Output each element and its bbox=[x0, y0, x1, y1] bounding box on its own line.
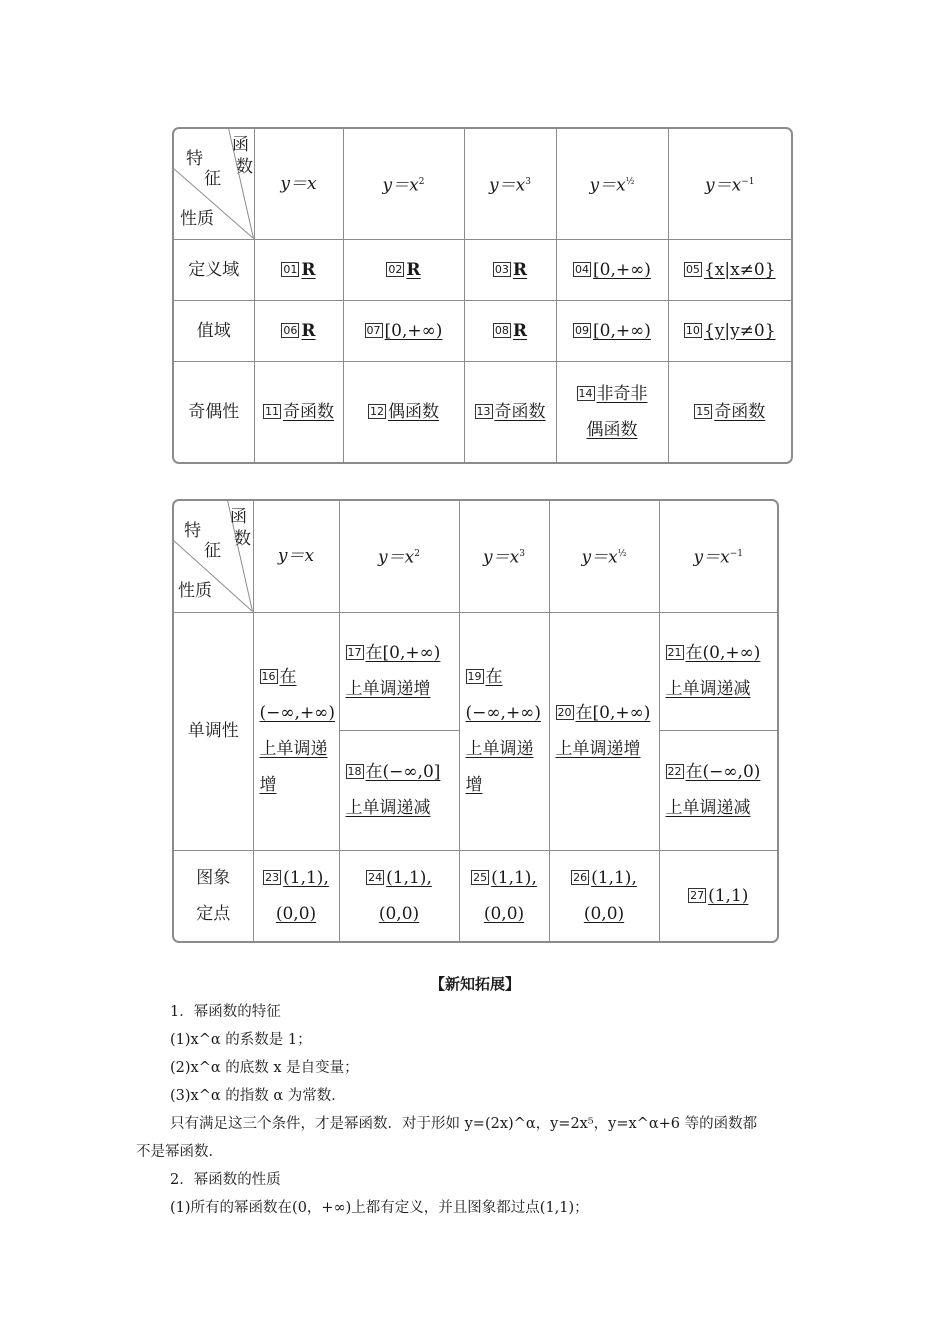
answer-cell: 09 [0,+∞) bbox=[556, 300, 668, 361]
header-te: 特 bbox=[184, 521, 201, 541]
subheading: 2．幂函数的性质 bbox=[170, 1172, 281, 1188]
answer-cell: 10 {y|y≠0} bbox=[668, 300, 791, 361]
func-header: $y=x^{-1}$ bbox=[659, 501, 777, 612]
text-line: (2)x^α 的底数 x 是自变量； bbox=[170, 1060, 359, 1076]
header-shu: 数 bbox=[234, 529, 251, 549]
answer-cell: 19 在(−∞,+∞)上单调递增 bbox=[459, 612, 549, 850]
header-xingzhi: 性质 bbox=[180, 209, 214, 229]
func-header: $y=x^3$ bbox=[464, 129, 556, 239]
header-xingzhi: 性质 bbox=[178, 581, 212, 601]
answer-cell: 01 R bbox=[254, 239, 343, 300]
section-title: 【新知拓展】 bbox=[429, 975, 520, 993]
func-header: y＝x bbox=[254, 129, 343, 239]
answer-cell: 25 (1,1),(0,0) bbox=[459, 850, 549, 941]
answer-cell: 20 在[0,+∞)上单调递增 bbox=[549, 612, 659, 850]
header-han: 函 bbox=[232, 135, 249, 155]
func-header: y＝x bbox=[253, 501, 339, 612]
header-shu: 数 bbox=[236, 157, 253, 177]
func-header: $y=x^{-1}$ bbox=[668, 129, 791, 239]
row-label: 定义域 bbox=[174, 239, 254, 300]
row-label: 单调性 bbox=[174, 612, 253, 850]
answer-cell: 17 在[0,+∞)上单调递增 bbox=[339, 612, 459, 730]
answer-cell: 05 {x|x≠0} bbox=[668, 239, 791, 300]
func-header: $y=x^{\frac{1}{2}}$ bbox=[556, 129, 668, 239]
paragraph: 只有满足这三个条件，才是幂函数．对于形如 y=(2x)^α，y=2x⁵，y=x^α+6 等的函数都 bbox=[170, 1116, 758, 1132]
answer-cell: 14 非奇非偶函数 bbox=[556, 361, 668, 462]
func-header: $y=x^2$ bbox=[339, 501, 459, 612]
answer-cell: 13 奇函数 bbox=[464, 361, 556, 462]
table-properties-1 bbox=[172, 127, 793, 464]
answer-cell: 24 (1,1),(0,0) bbox=[339, 850, 459, 941]
text-line: (3)x^α 的指数 α 为常数． bbox=[170, 1088, 346, 1104]
answer-cell: 12 偶函数 bbox=[343, 361, 464, 462]
answer-cell: 15 奇函数 bbox=[668, 361, 791, 462]
header-zheng: 征 bbox=[204, 541, 221, 561]
row-label: 奇偶性 bbox=[174, 361, 254, 462]
answer-cell: 04 [0,+∞) bbox=[556, 239, 668, 300]
text-line: (1)所有的幂函数在(0，+∞)上都有定义，并且图象都过点(1,1)； bbox=[170, 1200, 589, 1216]
table-properties-2 bbox=[172, 499, 779, 943]
answer-cell: 21 在(0,+∞)上单调递减 bbox=[659, 612, 777, 730]
answer-cell: 07 [0,+∞) bbox=[343, 300, 464, 361]
answer-cell: 23 (1,1),(0,0) bbox=[253, 850, 339, 941]
diagonal-header-cell bbox=[174, 129, 254, 239]
answer-cell: 08 R bbox=[464, 300, 556, 361]
header-han: 函 bbox=[230, 507, 247, 527]
answer-cell: 18 在(−∞,0]上单调递减 bbox=[339, 730, 459, 850]
answer-cell: 16 在(−∞,+∞)上单调递增 bbox=[253, 612, 339, 850]
row-label: 值域 bbox=[174, 300, 254, 361]
header-te: 特 bbox=[186, 149, 203, 169]
header-zheng: 征 bbox=[204, 169, 221, 189]
func-header: $y=x^3$ bbox=[459, 501, 549, 612]
paragraph-cont: 不是幂函数． bbox=[136, 1144, 223, 1160]
answer-cell: 02 R bbox=[343, 239, 464, 300]
answer-cell: 22 在(−∞,0)上单调递减 bbox=[659, 730, 777, 850]
diagonal-header-cell bbox=[174, 501, 253, 612]
answer-cell: 27 (1,1) bbox=[659, 850, 777, 941]
answer-cell: 26 (1,1),(0,0) bbox=[549, 850, 659, 941]
func-header: $y=x^{\frac{1}{2}}$ bbox=[549, 501, 659, 612]
row-label: 图象定点 bbox=[174, 850, 253, 941]
answer-cell: 06 R bbox=[254, 300, 343, 361]
body-text bbox=[136, 1002, 820, 1218]
text-line: (1)x^α 的系数是 1； bbox=[170, 1032, 312, 1048]
answer-cell: 03 R bbox=[464, 239, 556, 300]
func-header: $y=x^2$ bbox=[343, 129, 464, 239]
answer-cell: 11 奇函数 bbox=[254, 361, 343, 462]
subheading: 1．幂函数的特征 bbox=[170, 1004, 281, 1020]
